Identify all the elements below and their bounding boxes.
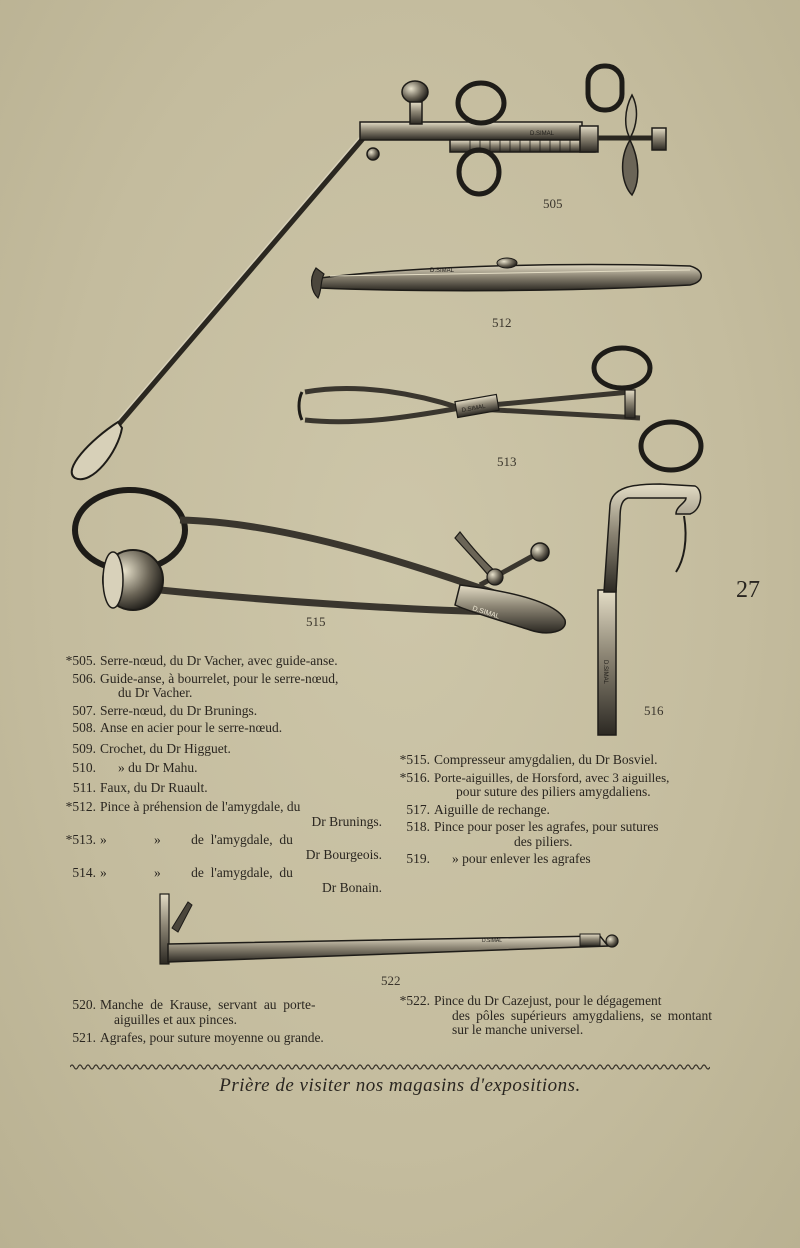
figure-label-516: 516 (644, 703, 664, 718)
engraving-522: D.SIMAL (482, 938, 503, 944)
item-list-right (396, 753, 712, 867)
instrument-516 (598, 484, 701, 735)
list-item (62, 866, 382, 895)
item-text: Crochet, du Dr Higguet. (100, 740, 231, 756)
list-item (396, 852, 712, 867)
list-item (396, 994, 712, 1038)
item-number: 511. (72, 779, 96, 795)
item-list-bottom-left (62, 998, 382, 1046)
item-text: Pince pour poser les agrafes, pour sutures (434, 819, 659, 834)
footer-invitation: Prière de visiter nos magasins d'expositions. (219, 1075, 581, 1096)
engraving-513: D.SIMAL (461, 403, 486, 414)
item-number: 518. (406, 819, 430, 834)
list-item (62, 998, 382, 1027)
item-text: Guide-anse, à bourrelet, pour le serre-nœud, (100, 670, 339, 686)
list-item (396, 803, 712, 818)
figure-label-515: 515 (306, 614, 326, 629)
item-list-left (62, 654, 382, 895)
engraving-505: D.SIMAL (530, 131, 555, 137)
instrument-512 (312, 258, 702, 298)
item-number: *505. (65, 653, 96, 668)
list-item (396, 820, 712, 849)
item-number: 509. (72, 740, 96, 756)
item-number: 506. (72, 670, 96, 686)
item-text-continued: Dr Brunings. (311, 813, 382, 829)
page-number: 27 (736, 577, 760, 603)
engraving-515: D.SIMAL (471, 605, 501, 621)
list-item (396, 771, 712, 800)
item-number: 508. (72, 720, 96, 735)
list-item (62, 742, 382, 757)
item-list-bottom-right (396, 994, 712, 1038)
item-text: » du Dr Mahu. (118, 760, 198, 775)
item-text: » pour enlever les agrafes (452, 851, 591, 866)
decorative-wavy-rule (70, 1062, 710, 1072)
item-number: *522. (399, 993, 430, 1008)
figure-label-522: 522 (381, 973, 401, 988)
item-text-continued: pour suture des piliers amygdaliens. (456, 784, 651, 799)
item-number: 519. (406, 851, 430, 866)
item-text: Compresseur amygdalien, du Dr Bosviel. (434, 752, 658, 767)
list-item (62, 704, 382, 719)
item-number: *516. (399, 769, 430, 785)
item-number: *513. (65, 832, 96, 847)
engraving-512: D.SIMAL (430, 268, 455, 274)
instrument-513 (299, 348, 701, 470)
item-number: 514. (72, 865, 96, 880)
item-text: Serre-nœud, du Dr Brunings. (100, 702, 258, 718)
item-text-continued: des pôles supérieurs amygdaliens, se montant sur le manche universel. (452, 1007, 712, 1037)
item-text: Porte-aiguilles, de Horsford, avec 3 aiguilles, (434, 769, 670, 785)
item-number: *515. (399, 752, 430, 767)
item-text: Serre-nœud, du Dr Vacher, avec guide-anse. (100, 653, 338, 668)
item-number: 521. (72, 1030, 96, 1045)
figure-label-505: 505 (543, 196, 563, 211)
list-item (62, 781, 382, 796)
item-text-continued: Dr Bonain. (322, 879, 382, 895)
item-text: Anse en acier pour le serre-nœud. (100, 720, 283, 735)
item-text-continued: Dr Bourgeois. (305, 846, 382, 862)
item-text: Aiguille de rechange. (434, 801, 550, 817)
list-item (396, 753, 712, 768)
item-text: » » de l'amygdale, du (100, 832, 293, 847)
engraving-516: D.SIMAL (602, 660, 608, 685)
item-text: Agrafes, pour suture moyenne ou grande. (100, 1030, 324, 1045)
item-text-continued: du Dr Vacher. (118, 685, 193, 700)
list-item (62, 833, 382, 862)
item-text: Faux, du Dr Ruault. (100, 779, 208, 795)
figure-label-512: 512 (492, 315, 512, 330)
list-item (62, 654, 382, 669)
item-text: Pince du Dr Cazejust, pour le dégagement (434, 993, 662, 1008)
item-number: 520. (72, 997, 96, 1012)
item-number: *512. (65, 799, 96, 814)
instrument-522 (160, 894, 618, 964)
item-number: 510. (72, 760, 96, 775)
list-item (62, 672, 382, 701)
list-item (62, 800, 382, 829)
list-item (62, 761, 382, 776)
list-item (62, 1031, 382, 1046)
item-text: Manche de Krause, servant au porte- (100, 997, 316, 1012)
figure-label-513: 513 (497, 454, 517, 469)
list-item (62, 721, 382, 736)
item-text: » » de l'amygdale, du (100, 865, 293, 880)
item-text-continued: aiguilles et aux pinces. (114, 1011, 237, 1027)
item-number: 517. (406, 801, 430, 817)
item-text: Pince à préhension de l'amygdale, du (100, 799, 301, 814)
item-number: 507. (72, 702, 96, 718)
item-text-continued: des piliers. (514, 833, 573, 849)
